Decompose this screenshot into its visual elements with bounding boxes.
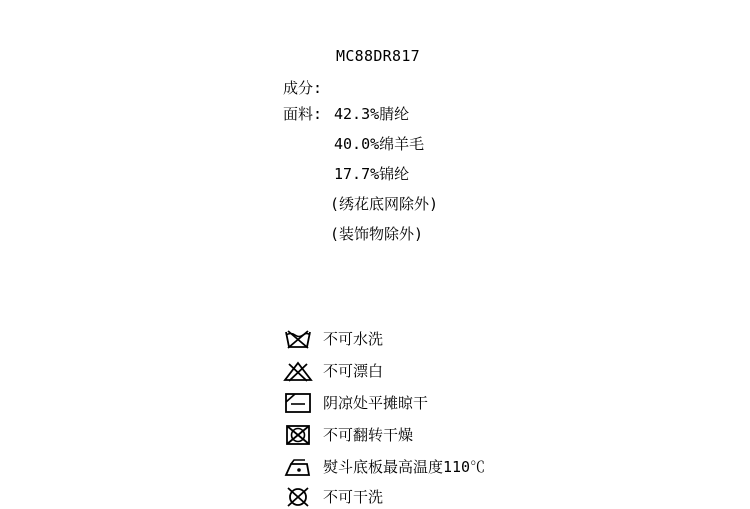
exclusion-note: (绣花底网除外)	[330, 195, 439, 213]
care-text: 阴凉处平摊晾干	[323, 394, 429, 412]
do-not-dry-clean-icon	[283, 486, 313, 508]
care-text: 熨斗底板最高温度110℃	[323, 458, 486, 476]
care-instruction	[283, 485, 383, 509]
product-code: MC88DR817	[336, 47, 420, 65]
material-line: 40.0%绵羊毛	[334, 135, 425, 153]
care-instruction	[283, 327, 383, 351]
exclusion-note: (装饰物除外)	[330, 225, 424, 243]
care-instruction	[283, 455, 485, 479]
material-line: 42.3%腈纶	[334, 105, 410, 123]
care-instruction	[283, 391, 428, 415]
fabric-label: 面料:	[283, 105, 323, 123]
do-not-tumble-dry-icon	[283, 424, 313, 446]
do-not-bleach-icon	[283, 360, 313, 382]
line-dry-in-shade-icon	[283, 392, 313, 414]
care-instruction	[283, 423, 413, 447]
care-text: 不可水洗	[323, 330, 384, 348]
iron-low-heat-icon	[283, 456, 313, 478]
material-line: 17.7%锦纶	[334, 165, 410, 183]
composition-title: 成分:	[283, 79, 323, 97]
do-not-wash-icon	[283, 328, 313, 350]
care-text: 不可漂白	[323, 362, 384, 380]
care-instruction	[283, 359, 383, 383]
care-text: 不可干洗	[323, 488, 384, 506]
care-text: 不可翻转干燥	[323, 426, 414, 444]
